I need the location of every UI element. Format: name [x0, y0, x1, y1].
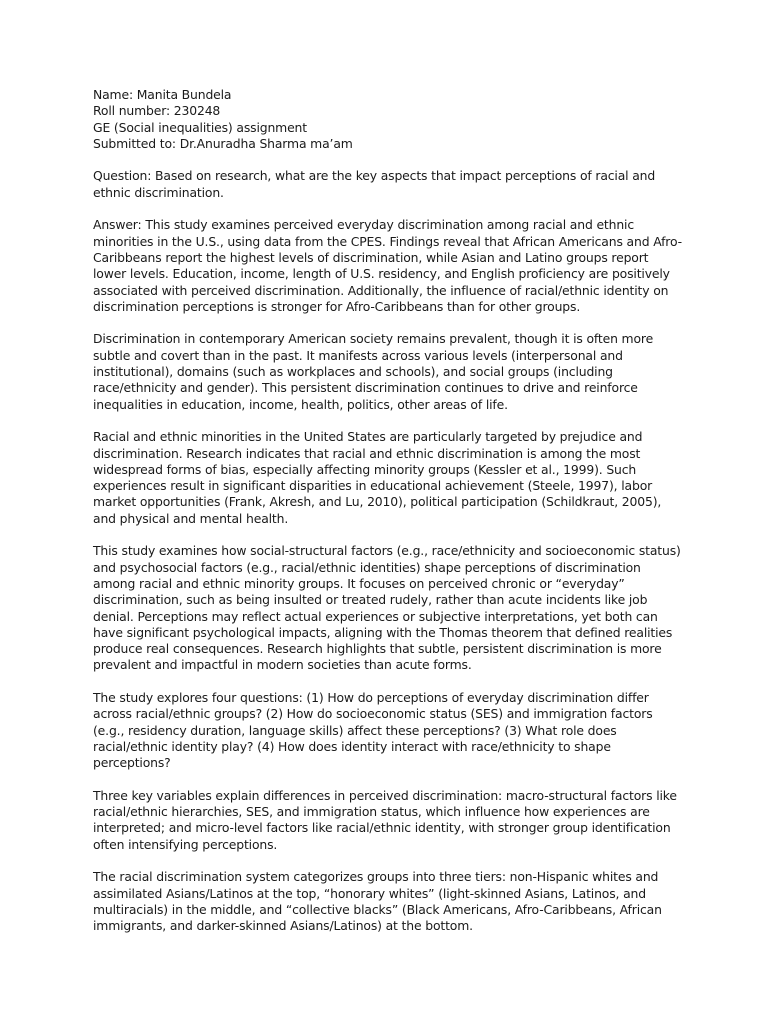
body-paragraph: Racial and ethnic minorities in the United States are particularly targeted by prejudice and discrimination. Research indicates that racial and ethnic discrimination is among the most widespread forms of bias, especially affecting minority groups (Kessler et al., 1999). Such experiences result in significant disparities in educational achievement (Steele, 1997), labor market opportunities (Frank, Akresh, and Lu, 2010), political participation (Schildkraut, 2005), and physical and mental health.	[93, 429, 662, 526]
body-paragraph: Discrimination in contemporary American society remains prevalent, though it is often more subtle and covert than in the past. It manifests across various levels (interpersonal and institutional), domains (such as workplaces and schools), and social groups (including race/ethnicity and gender). This persistent discrimination continues to drive and reinforce inequalities in education, income, health, politics, other areas of life.	[93, 331, 654, 412]
document-body	[93, 87, 683, 934]
answer-paragraph: Answer: This study examines perceived everyday discrimination among racial and ethnic minorities in the U.S., using data from the CPES. Findings reveal that African Americans and Afro-Caribbeans report the highest levels of discrimination, while Asian and Latino groups report lower levels. Education, income, length of U.S. residency, and English proficiency are positively associated with perceived discrimination. Additionally, the influence of racial/ethnic identity on discrimination perceptions is stronger for Afro-Caribbeans than for other groups.	[93, 217, 682, 314]
submitted-to: Submitted to: Dr.Anuradha Sharma ma’am	[93, 135, 353, 151]
body-paragraph: The study explores four questions: (1) How do perceptions of everyday discrimination differ across racial/ethnic groups? (2) How do socioeconomic status (SES) and immigration factors (e.g., residency duration, language skills) affect these perceptions? (3) What role does racial/ethnic identity play? (4) How does identity interact with race/ethnicity to shape perceptions?	[93, 689, 653, 771]
course-title: GE (Social inequalities) assignment	[93, 119, 307, 135]
body-paragraph: Three key variables explain differences in perceived discrimination: macro-structural factors like racial/ethnic hierarchies, SES, and immigration status, which influence how experiences are interpreted; and micro-level factors like racial/ethnic identity, with stronger group identification often intensifying perceptions.	[93, 787, 677, 852]
student-name: Name: Manita Bundela	[93, 87, 232, 102]
body-paragraph: The racial discrimination system categorizes groups into three tiers: non-Hispanic whites and assimilated Asians/Latinos at the top, “honorary whites” (light-skinned Asians, Latinos, and multiracials) in the middle, and “collective blacks” (Black Americans, Afro-Caribbeans, African immigrants, and darker-skinned Asians/Latinos) at the bottom.	[93, 869, 662, 934]
body-paragraph: This study examines how social-structural factors (e.g., race/ethnicity and socioeconomic status) and psychosocial factors (e.g., racial/ethnic identities) shape perceptions of discrimination among racial and ethnic minority groups. It focuses on perceived chronic or “everyday” discrimination, such as being insulted or treated rudely, rather than acute incidents like job denial. Perceptions may reflect actual experiences or subjective interpretations, yet both can have significant psychological impacts, aligning with the Thomas theorem that defined realities produce real consequences. Research highlights that subtle, persistent discrimination is more prevalent and impactful in modern societies than acute forms.	[93, 543, 681, 673]
roll-number: Roll number: 230248	[93, 103, 221, 119]
header-block	[93, 87, 683, 152]
question-paragraph: Question: Based on research, what are the key aspects that impact perceptions of racial and ethnic discrimination.	[93, 168, 656, 200]
